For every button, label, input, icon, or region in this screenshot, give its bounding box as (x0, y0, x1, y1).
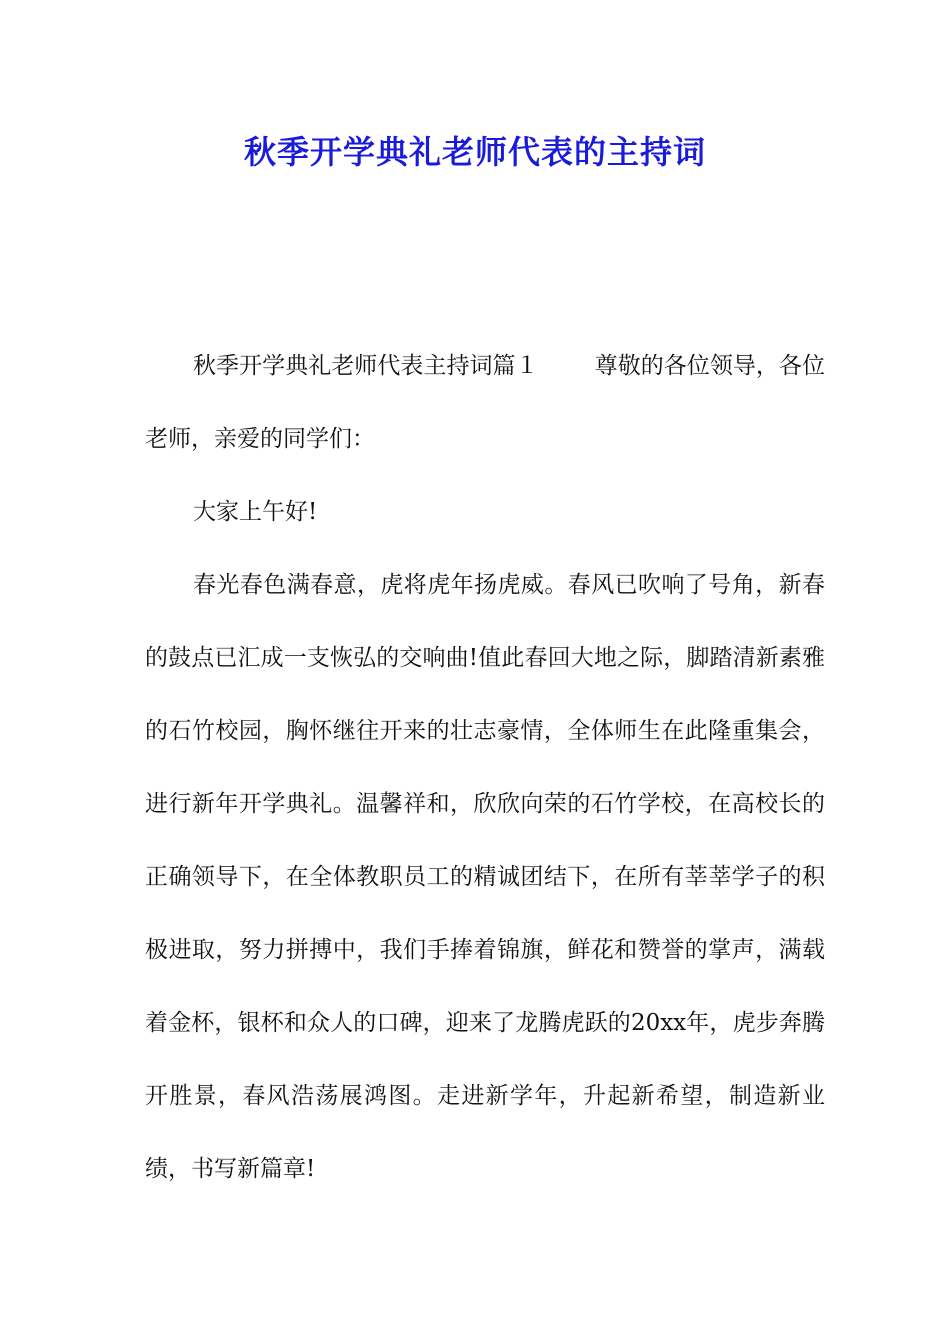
document-title: 秋季开学典礼老师代表的主持词 (243, 133, 706, 171)
section-heading: 秋季开学典礼老师代表主持词篇１ (193, 353, 539, 379)
greeting-text: 尊敬的各位领导，各位老师，亲爱的同学们： (145, 353, 826, 452)
opening-paragraph (145, 330, 825, 476)
salutation-paragraph: 大家上午好! (193, 499, 318, 525)
main-paragraph: 春光春色满春意，虎将虎年扬虎威。春风已吹响了号角，新春的鼓点已汇成一支恢弘的交响曲!值此春回大地之际，脚踏清新素雅的石竹校园，胸怀继往开来的壮志豪情，全体师生在此隆重集会，进行新年开学典礼。温馨祥和，欣欣向荣的石竹学校，在高校长的正确领导下，在全体教职员工的精诚团结下，在所有莘莘学子的积极进取，努力拼搏中，我们手捧着锦旗，鲜花和赞誉的掌声，满载着金杯，银杯和众人的口碑，迎来了龙腾虎跃的20xx年，虎步奔腾开胜景，春风浩荡展鸿图。走进新学年，升起新希望，制造新业绩，书写新篇章! (145, 572, 825, 1182)
document-body (145, 330, 825, 1206)
